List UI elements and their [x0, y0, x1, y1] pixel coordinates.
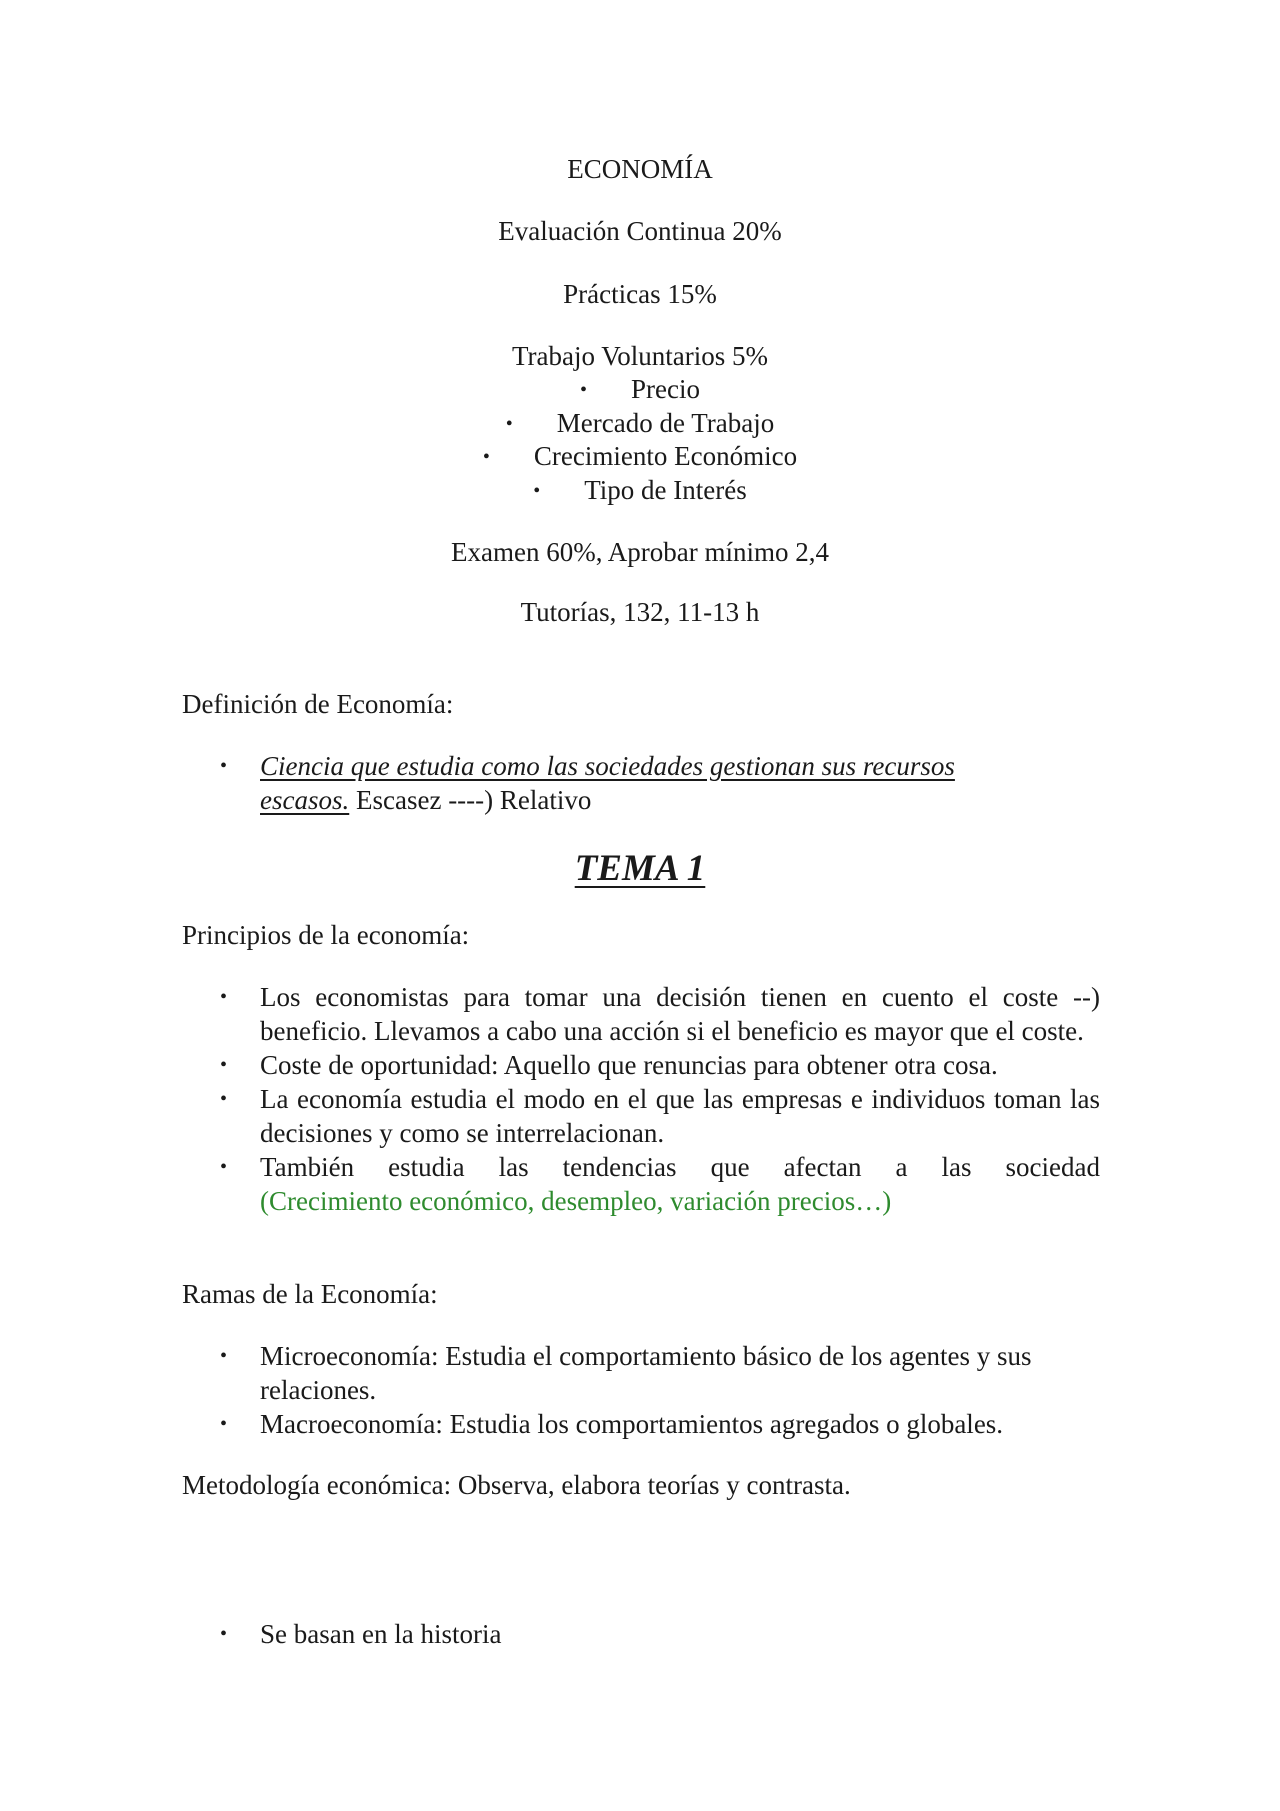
- list-item: • Los economistas para tomar una decisión tienen en cuento el coste --) beneficio. Llevamos a cabo una acción si el beneficio es mayor que el coste.: [220, 982, 1100, 1046]
- bullet-icon: •: [533, 480, 541, 502]
- metodologia-line: Metodología económica: Observa, elabora teorías y contrasta.: [182, 1470, 851, 1500]
- ramas-heading: Ramas de la Economía:: [182, 1279, 438, 1309]
- list-item: [182, 749, 1100, 817]
- principios-list: [182, 980, 1100, 1218]
- bullet-icon: •: [220, 1088, 228, 1110]
- bullet-icon: •: [220, 755, 228, 777]
- bullet-icon: •: [220, 1623, 228, 1645]
- ramas-list: [182, 1339, 1100, 1441]
- bullet-icon: •: [580, 379, 588, 401]
- definicion-emphasis-line2: escasos.: [260, 785, 350, 815]
- practicas-line: Prácticas 15%: [563, 279, 717, 309]
- final-list: [182, 1617, 1100, 1651]
- list-item: [182, 1150, 1100, 1218]
- definicion-heading: Definición de Economía:: [182, 689, 454, 719]
- bullet-icon: •: [220, 1054, 228, 1076]
- list-item: • Se basan en la historia: [220, 1619, 502, 1649]
- list-item: • Macroeconomía: Estudia los comportamientos agregados o globales.: [220, 1409, 1004, 1439]
- bullet-icon: •: [220, 1413, 228, 1435]
- tema-heading: [0, 847, 1280, 891]
- bullet-icon: •: [220, 1156, 228, 1178]
- list-item: • Coste de oportunidad: Aquello que renuncias para obtener otra cosa.: [220, 1050, 998, 1080]
- bullet-icon: •: [220, 1345, 228, 1367]
- tema-title: TEMA 1: [574, 848, 706, 889]
- principios-item4-text: También estudia las tendencias que afectan a las sociedad: [260, 1152, 1100, 1182]
- principios-item4-green: (Crecimiento económico, desempleo, variación precios…): [260, 1186, 892, 1216]
- trabajo-item-mercado: • Mercado de Trabajo: [0, 406, 1280, 441]
- bullet-icon: •: [482, 446, 490, 468]
- definicion-emphasis-line1: Ciencia que estudia como las sociedades gestionan sus recursos: [260, 751, 955, 781]
- definicion-list: [182, 749, 1100, 817]
- principios-heading: Principios de la economía:: [182, 920, 470, 950]
- trabajo-item-precio: • Precio: [0, 372, 1280, 407]
- document-title: ECONOMÍA: [567, 154, 713, 184]
- list-item: • Microeconomía: Estudia el comportamiento básico de los agentes y sus relaciones.: [220, 1341, 1032, 1405]
- list-item: • La economía estudia el modo en el que las empresas e individuos toman las decisiones y como se interrelacionan.: [220, 1084, 1100, 1148]
- evaluacion-line: Evaluación Continua 20%: [498, 216, 782, 246]
- tutorias-line: Tutorías, 132, 11-13 h: [520, 597, 760, 627]
- trabajo-line: Trabajo Voluntarios 5%: [511, 341, 768, 371]
- definicion-rest: Escasez ----) Relativo: [349, 785, 592, 815]
- trabajo-item-crecimiento: • Crecimiento Económico: [0, 439, 1280, 474]
- bullet-icon: •: [505, 413, 513, 435]
- trabajo-item-interes: • Tipo de Interés: [0, 473, 1280, 508]
- bullet-icon: •: [220, 986, 228, 1008]
- examen-line: Examen 60%, Aprobar mínimo 2,4: [451, 537, 829, 567]
